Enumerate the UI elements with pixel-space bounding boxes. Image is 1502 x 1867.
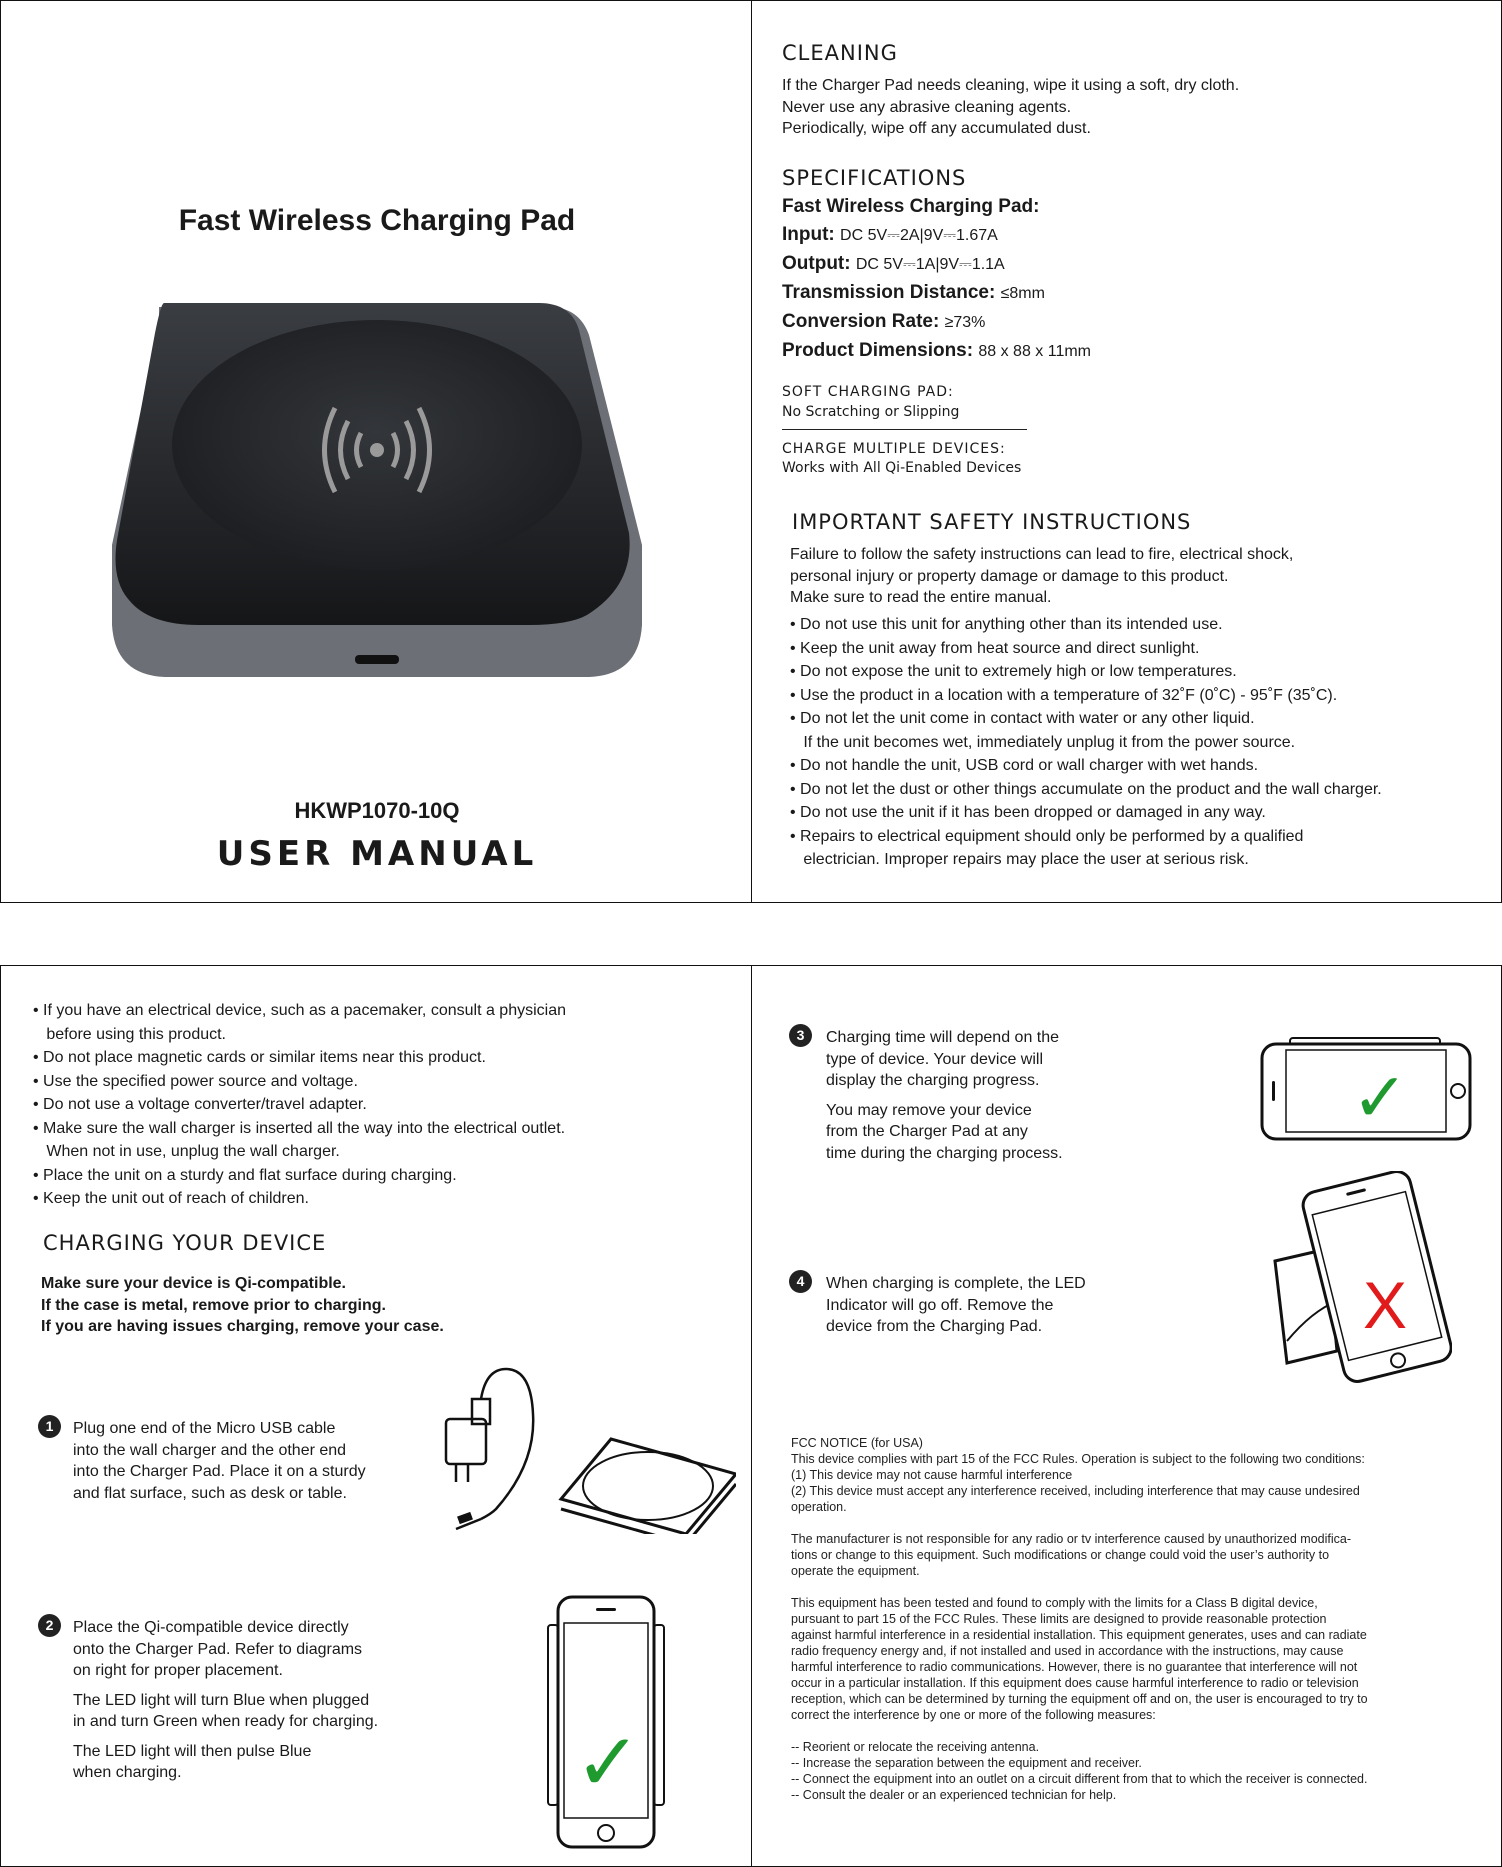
step-line: into the Charger Pad. Place it on a sturdy (73, 1463, 366, 1480)
list-item: When not in use, unplug the wall charger. (33, 1143, 340, 1160)
list-item: • Do not let the dust or other things accumulate on the product and the wall charger. (790, 780, 1382, 798)
list-item: • Repairs to electrical equipment should only be performed by a qualified (790, 827, 1304, 845)
step-line: device from the Charging Pad. (826, 1318, 1043, 1335)
step-1-text (73, 1418, 366, 1504)
cleaning-line: Periodically, wipe off any accumulated dust. (782, 120, 1091, 137)
fcc-line: This device complies with part 15 of the FCC Rules. Operation is subject to the following two conditions: (791, 1452, 1365, 1466)
feature-soft-title: SOFT CHARGING PAD: (782, 384, 954, 400)
user-manual-title: USER MANUAL (216, 834, 538, 874)
step-line: in and turn Green when ready for charging. (73, 1713, 379, 1730)
fcc-line: occur in a particular installation. If this equipment does cause harmful interference to radio or television (791, 1676, 1359, 1690)
list-item: • Do not handle the unit, USB cord or wall charger with wet hands. (790, 757, 1259, 774)
fcc-line: This equipment has been tested and found to comply with the limits for a Class B digital device, (791, 1596, 1318, 1610)
fcc-line: (2) This device must accept any interference received, including interference that may cause undesired (791, 1484, 1360, 1498)
fcc-line: reception, which can be determined by turning the equipment off and on, the user is encouraged to try to (791, 1692, 1368, 1706)
fcc-line: -- Increase the separation between the equipment and receiver. (791, 1756, 1142, 1770)
x-mark-icon: X (1362, 1268, 1408, 1342)
safety-heading: IMPORTANT SAFETY INSTRUCTIONS (792, 510, 1192, 534)
step-line: on right for proper placement. (73, 1662, 283, 1679)
wireless-icon (370, 443, 384, 457)
step-4-text (826, 1273, 1086, 1338)
fcc-line: -- Reorient or relocate the receiving antenna. (791, 1740, 1040, 1754)
charging-heading: CHARGING YOUR DEVICE (43, 1231, 327, 1255)
cleaning-text (782, 75, 1239, 140)
instructions-panel (0, 965, 752, 1867)
step-2-text (73, 1617, 378, 1784)
fcc-notice (791, 1435, 1368, 1803)
spec-product: Fast Wireless Charging Pad: (782, 196, 1040, 217)
step-line: The LED light will then pulse Blue (73, 1742, 312, 1760)
charging-pad-image (109, 295, 645, 685)
fcc-line (791, 1723, 1368, 1739)
safety-intro-line: personal injury or property damage or damage to this product. (790, 567, 1229, 585)
list-item: • Do not use this unit for anything other than its intended use. (790, 616, 1223, 633)
list-item: • Place the unit on a sturdy and flat surface during charging. (33, 1166, 457, 1184)
check-mark-icon: ✓ (574, 1716, 642, 1809)
info-panel (751, 0, 1502, 903)
step-line: time during the charging process. (826, 1144, 1063, 1162)
fcc-line: radio frequency energy and, if not installed and used in accordance with the instructions, may cause (791, 1644, 1344, 1658)
note-line: If the case is metal, remove prior to charging. (41, 1296, 386, 1314)
step-line: Charging time will depend on the (826, 1029, 1060, 1046)
fcc-line: tions or change to this equipment. Such modifications or change could void the user’s authority to (791, 1548, 1330, 1562)
cover-title: Fast Wireless Charging Pad (178, 204, 576, 237)
cover-panel (0, 0, 752, 903)
fcc-line (791, 1515, 1368, 1531)
list-item: • Do not use the unit if it has been dropped or damaged in any way. (790, 804, 1266, 821)
fcc-line: pursuant to part 15 of the FCC Rules. These limits are designed to provide reasonable protection (791, 1612, 1327, 1626)
safety-intro-line: Make sure to read the entire manual. (790, 589, 1052, 606)
step-line: The LED light will turn Blue when plugged (73, 1691, 370, 1709)
fcc-line: -- Consult the dealer or an experienced technician for help. (791, 1788, 1117, 1802)
list-item: If the unit becomes wet, immediately unplug it from the power source. (790, 733, 1296, 751)
list-item: • Do not let the unit come in contact with water or any other liquid. (790, 710, 1255, 727)
fcc-line: FCC NOTICE (for USA) (791, 1436, 923, 1450)
list-item: • If you have an electrical device, such as a pacemaker, consult a physician (33, 1002, 566, 1019)
charging-notes (41, 1273, 444, 1338)
check-mark-icon: ✓ (1351, 1059, 1409, 1138)
spec-conversion: Conversion Rate: ≥73% (782, 311, 986, 332)
spec-list (782, 193, 1091, 366)
list-item: • Make sure the wall charger is inserted all the way into the electrical outlet. (33, 1119, 566, 1137)
spec-distance: Transmission Distance: ≤8mm (782, 282, 1045, 303)
step-line: When charging is complete, the LED (826, 1275, 1086, 1292)
list-item: • Use the specified power source and voltage. (33, 1072, 358, 1090)
list-item: • Do not use a voltage converter/travel adapter. (33, 1096, 367, 1113)
list-item: • Keep the unit away from heat source and direct sunlight. (790, 639, 1200, 657)
list-item: • Use the product in a location with a temperature of 32˚F (0˚C) - 95˚F (35˚C). (790, 686, 1338, 704)
feature-multi-title: CHARGE MULTIPLE DEVICES: (782, 441, 1006, 457)
step-line: You may remove your device (826, 1101, 1032, 1119)
phone-correct-placement (546, 1595, 666, 1850)
step-line: Plug one end of the Micro USB cable (73, 1420, 336, 1437)
fcc-line: -- Connect the equipment into an outlet on a circuit different from that to which the receiver is connected. (791, 1772, 1368, 1786)
feature-divider (782, 429, 1027, 430)
note-line: If you are having issues charging, remove your case. (41, 1318, 444, 1335)
fcc-line (791, 1579, 1368, 1595)
fcc-line: (1) This device may not cause harmful interference (791, 1468, 1073, 1482)
step-line: Place the Qi-compatible device directly (73, 1619, 349, 1636)
fcc-line: operation. (791, 1500, 847, 1514)
step-line: type of device. Your device will (826, 1050, 1044, 1068)
phone-landscape-correct (1260, 1036, 1472, 1141)
feature-multi-sub: Works with All Qi-Enabled Devices (782, 460, 1022, 476)
list-item: before using this product. (33, 1025, 226, 1043)
safety-intro (790, 544, 1293, 609)
list-item: • Keep the unit out of reach of children. (33, 1190, 309, 1207)
list-item: electrician. Improper repairs may place the user at serious risk. (790, 851, 1249, 868)
model-number: HKWP1070-10Q (294, 798, 460, 823)
fcc-line: against harmful interference in a residential installation. This equipment generates, uses and can radiate (791, 1628, 1367, 1642)
step-number-1: 1 (38, 1415, 61, 1438)
cleaning-heading: CLEANING (782, 41, 898, 65)
step-number-3: 3 (789, 1024, 812, 1047)
list-item: • Do not place magnetic cards or similar items near this product. (33, 1049, 486, 1066)
safety-bullets-continued (33, 999, 566, 1211)
step-line: Indicator will go off. Remove the (826, 1296, 1054, 1314)
list-item: • Do not expose the unit to extremely high or low temperatures. (790, 663, 1237, 680)
step-line: when charging. (73, 1764, 182, 1781)
spec-output: Output: DC 5V⎓1A|9V⎓1.1A (782, 253, 1005, 274)
step-line: and flat surface, such as desk or table. (73, 1484, 347, 1502)
safety-intro-line: Failure to follow the safety instructions can lead to fire, electrical shock, (790, 546, 1294, 563)
step-number-4: 4 (789, 1270, 812, 1293)
step-line: display the charging progress. (826, 1072, 1040, 1089)
feature-soft-sub: No Scratching or Slipping (782, 404, 960, 420)
steps-fcc-panel (751, 965, 1502, 1867)
cleaning-line: If the Charger Pad needs cleaning, wipe it using a soft, dry cloth. (782, 77, 1240, 94)
cleaning-line: Never use any abrasive cleaning agents. (782, 98, 1072, 116)
step-line: from the Charger Pad at any (826, 1123, 1028, 1140)
phone-incorrect-placement (1267, 1171, 1452, 1386)
fcc-line: correct the interference by one or more of the following measures: (791, 1708, 1156, 1722)
step-number-2: 2 (38, 1614, 61, 1637)
charger-setup-illustration (436, 1364, 736, 1534)
safety-bullets (790, 613, 1382, 872)
step-line: into the wall charger and the other end (73, 1441, 347, 1459)
fcc-line: operate the equipment. (791, 1564, 920, 1578)
step-3-text (826, 1027, 1063, 1164)
spec-input: Input: DC 5V⎓2A|9V⎓1.67A (782, 224, 998, 245)
fcc-line: The manufacturer is not responsible for any radio or tv interference caused by unauthorized modifica- (791, 1532, 1352, 1546)
fcc-line: harmful interference to radio communications. However, there is no guarantee that interference will not (791, 1660, 1358, 1674)
specifications-heading: SPECIFICATIONS (782, 166, 967, 190)
note-line: Make sure your device is Qi-compatible. (41, 1275, 346, 1292)
step-line: onto the Charger Pad. Refer to diagrams (73, 1640, 363, 1658)
spec-dimensions: Product Dimensions: 88 x 88 x 11mm (782, 340, 1091, 361)
